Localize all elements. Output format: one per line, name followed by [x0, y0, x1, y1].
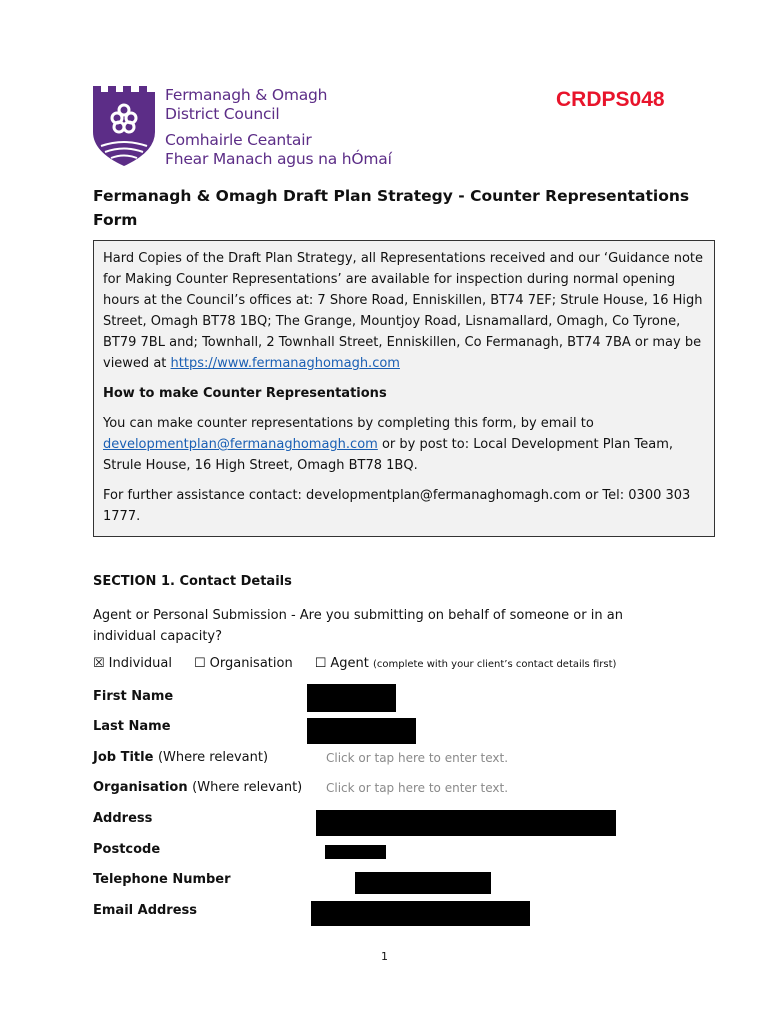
first-name-label: First Name: [93, 689, 174, 704]
checkbox-organisation[interactable]: ☐: [193, 656, 206, 671]
option-organisation-label: Organisation: [209, 656, 293, 671]
council-logo-icon: [93, 86, 155, 172]
organisation-label: [93, 780, 302, 795]
info-intro-text: Hard Copies of the Draft Plan Strategy, all Representations received and our ‘Guidance note for Making Counter Representations’ are available for inspection during normal opening hours at the Council’s offices at: 7 Shore Road, Enniskillen, BT74 7EF; Strule House, 16 High Street, Omagh BT78 1BQ; The Grange, Mountjoy Road, Lisnamallard, Omagh, Co Tyrone, BT79 7BL and; Townhall, 2 Townhall Street, Enniskillen, Co Fermanagh, BT74 7BA or may be viewed at: [103, 251, 704, 371]
telephone-value-redacted[interactable]: [355, 872, 491, 894]
option-individual[interactable]: [93, 656, 172, 671]
council-name-en-line-2: District Council: [165, 105, 280, 123]
last-name-label: Last Name: [93, 719, 171, 734]
last-name-value-redacted[interactable]: [307, 718, 416, 744]
address-value-redacted[interactable]: [316, 810, 616, 836]
organisation-input[interactable]: Click or tap here to enter text.: [326, 781, 509, 795]
job-title-qualifier: (Where relevant): [157, 750, 269, 765]
council-name-ga-line-2: Fhear Manach agus na hÓmaí: [165, 150, 392, 168]
how-text-before: You can make counter representations by completing this form, by email to: [103, 416, 594, 431]
email-link[interactable]: developmentplan@fermanaghomagh.com: [103, 437, 378, 452]
how-heading: How to make Counter Representations: [103, 386, 387, 401]
first-name-value-redacted[interactable]: [307, 684, 396, 712]
option-organisation[interactable]: [194, 656, 293, 671]
organisation-label-text: Organisation: [93, 780, 188, 795]
council-name: [165, 86, 392, 169]
email-value-redacted[interactable]: [311, 901, 530, 926]
telephone-label: Telephone Number: [93, 872, 231, 887]
document-code: CRDPS048: [556, 88, 665, 111]
address-label: Address: [93, 811, 153, 826]
postcode-label: Postcode: [93, 842, 161, 857]
option-agent-note: (complete with your client’s contact details first): [372, 659, 617, 670]
job-title-label-text: Job Title: [93, 750, 154, 765]
how-text-after: or by post to: Local Development Plan Team, Strule House, 16 High Street, Omagh BT78 1BQ.: [103, 437, 674, 473]
organisation-qualifier: (Where relevant): [192, 780, 303, 795]
assistance-text: For further assistance contact: developmentplan@fermanaghomagh.com or Tel: 0300 303 1777.: [103, 488, 691, 524]
page-number: 1: [381, 950, 388, 963]
how-text: [103, 413, 705, 476]
info-intro: [103, 248, 705, 374]
option-individual-label: Individual: [108, 656, 172, 671]
email-label: Email Address: [93, 903, 198, 918]
checkbox-individual[interactable]: ☒: [93, 656, 105, 671]
option-agent-label: Agent: [330, 656, 369, 671]
website-link[interactable]: https://www.fermanaghomagh.com: [170, 356, 400, 371]
section-heading: SECTION 1. Contact Details: [93, 574, 292, 589]
council-name-en-line-1: Fermanagh & Omagh: [165, 86, 328, 104]
checkbox-agent[interactable]: ☐: [314, 656, 327, 671]
submission-question: Agent or Personal Submission - Are you submitting on behalf of someone or in an individual capacity?: [93, 608, 623, 644]
council-name-ga-line-1: Comhairle Ceantair: [165, 131, 312, 149]
option-agent[interactable]: [315, 656, 617, 671]
postcode-value-redacted[interactable]: [325, 845, 386, 859]
job-title-label: [93, 750, 268, 765]
page-title: Fermanagh & Omagh Draft Plan Strategy - Counter Representations Form: [93, 187, 690, 229]
submission-type-options: [93, 656, 638, 671]
info-box: [93, 240, 715, 537]
job-title-input[interactable]: Click or tap here to enter text.: [326, 751, 509, 765]
